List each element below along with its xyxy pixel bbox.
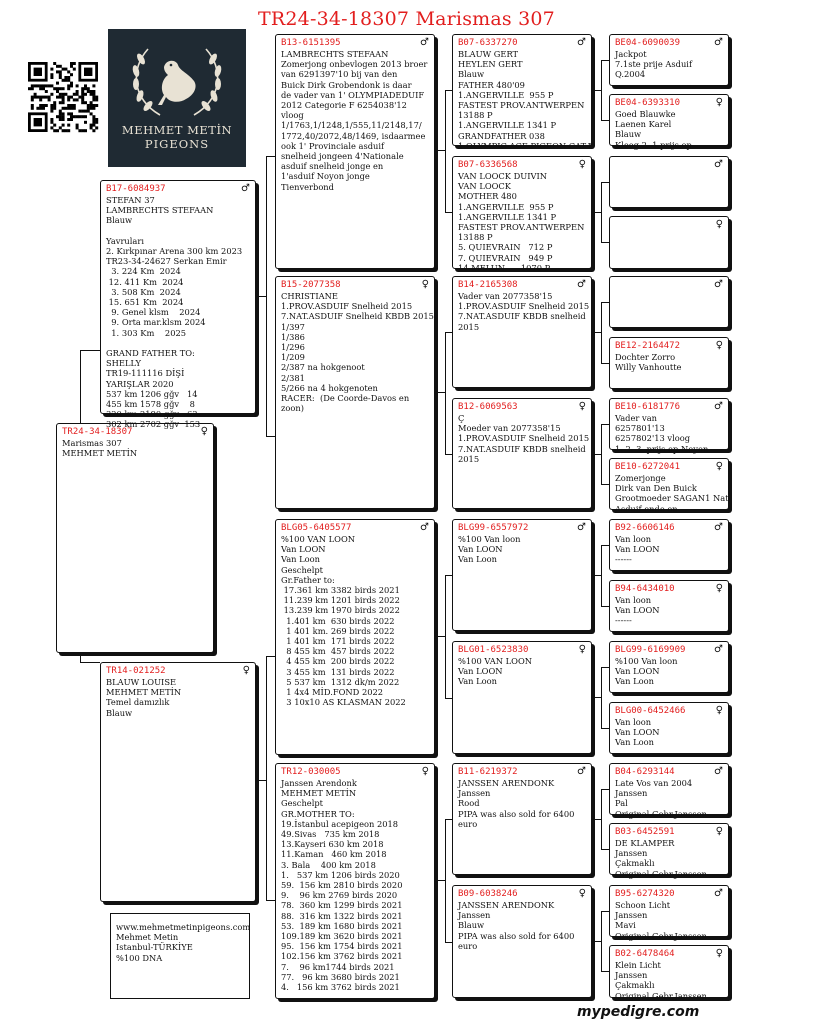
logo-name: MEHMET METİN (121, 123, 233, 137)
ring-number: BE10-6272041 (615, 462, 681, 472)
connector-line (256, 780, 266, 781)
great-grandparent-card[interactable] (452, 519, 592, 631)
male-sign-icon: ♂ (714, 159, 723, 170)
ancestor-card[interactable] (609, 337, 729, 389)
bird-details: JANSSEN ARENDONK Janssen Rood PIPA was also sold for 6400 euro (458, 778, 575, 829)
connector-line (435, 392, 445, 393)
connector-line (445, 212, 452, 213)
ring-number: B04-6293144 (615, 767, 675, 777)
bird-details: Dochter Zorro Willy Vanhoutte (615, 352, 682, 373)
male-sign-icon: ♂ (577, 522, 586, 533)
female-sign-icon: ♀ (421, 279, 429, 290)
ancestor-card[interactable] (609, 885, 729, 941)
connector-line (80, 350, 81, 424)
great-grandparent-card[interactable] (452, 641, 592, 754)
bird-details: Schoon Licht Janssen Mavi Original Gebr.Janssen (615, 900, 707, 941)
grandparent-card[interactable] (275, 763, 435, 999)
bird-details: Vader van 6257801'13 6257802'13 vloog 1. 2. 3. prijs op Noyon (615, 413, 709, 454)
connector-line (601, 424, 609, 425)
grandparent-card[interactable] (275, 34, 435, 269)
bird-details: Zomerjonge Dirk van Den Buick Grootmoeder SAGAN1 Nat Asduif ende en (615, 473, 729, 514)
subject-details: Marismas 307 MEHMET METİN (62, 438, 138, 459)
connector-line (601, 60, 602, 120)
great-grandparent-card[interactable] (452, 763, 592, 875)
ring-number: B12-6069563 (458, 402, 518, 412)
connector-line (592, 332, 601, 333)
male-sign-icon: ♂ (577, 279, 586, 290)
connector-line (601, 302, 609, 303)
ring-number: BLG05-6405577 (281, 523, 352, 533)
connector-line (592, 697, 601, 698)
great-grandparent-card[interactable] (452, 398, 592, 509)
connector-line (592, 819, 601, 820)
ring-number: B11-6219372 (458, 767, 518, 777)
ring-number: BE04-6393310 (615, 98, 681, 108)
connector-line (601, 728, 609, 729)
bird-details: Goed Blauwke Laenen Karel Blauw Kleeg 2. 1.prijs op (615, 109, 692, 150)
dam-card[interactable] (100, 662, 256, 902)
ring-number: BLG99-6169909 (615, 645, 686, 655)
dam-details: BLAUW LOUISE MEHMET METİN Temel damızlık Blauw (106, 677, 182, 718)
connector-line (601, 120, 609, 121)
connector-line (601, 545, 609, 546)
connector-line (601, 606, 609, 607)
connector-line (592, 941, 601, 942)
ancestor-card[interactable] (609, 94, 729, 150)
ancestor-card[interactable] (609, 276, 729, 328)
logo-subtitle: PIGEONS (144, 137, 210, 151)
connector-line (445, 332, 452, 333)
connector-line (601, 849, 609, 850)
ring-number: TR12-030005 (281, 767, 341, 777)
male-sign-icon: ♂ (420, 37, 429, 48)
female-sign-icon: ♀ (715, 826, 723, 837)
connector-line (601, 242, 609, 243)
male-sign-icon: ♂ (577, 37, 586, 48)
connector-line (256, 296, 266, 297)
ring-number: BE10-6181776 (615, 402, 681, 412)
bird-details: VAN LOOCK DUIVIN VAN LOOCK MOTHER 480 1.ANGERVILLE 955 P 1.ANGERVILLE 1341 P FASTEST PROV.ANTWERPEN 13188 P 5. QUIEVRAIN 712 P 7. QUIEVRAIN 949 P 14.MELUN 1070 P (458, 171, 585, 273)
female-sign-icon: ♀ (715, 340, 723, 351)
ring-number: BLG00-6452466 (615, 706, 686, 716)
subject-ring-number: TR24-34-18307 (62, 427, 133, 437)
bird-details: %100 Van loon Van LOON Van Loon (615, 656, 678, 687)
female-sign-icon: ♀ (578, 401, 586, 412)
ancestor-card[interactable] (609, 398, 729, 454)
ring-number: B03-6452591 (615, 827, 675, 837)
great-grandparent-card[interactable] (452, 885, 592, 998)
ancestor-card[interactable] (609, 580, 729, 632)
grandparent-card[interactable] (275, 519, 435, 755)
ancestor-card[interactable] (609, 945, 729, 1001)
ring-number: B09-6038246 (458, 889, 518, 899)
female-sign-icon: ♀ (578, 644, 586, 655)
sire-details: STEFAN 37 LAMBRECHTS STEFAAN Blauw Yavruları 2. Kırkpınar Arena 300 km 2023 TR23-34-24627 Serkan Emir 3. 224 Km 2024 12. 411 Km 2024 3. 508 Km 2024 15. 651 Km 2024 9. Genel klsm 2024 9. Orta mar.klsm 2024 1. 303 Km 2025 GRAND FATHER TO: SHELLY TR19-111116 DİŞİ YARIŞLAR 2020 537 km 1206 gğv 14 455 km 1578 gğv 8 320 km 2190 gğv 63 302 km 2702 gğv 153 (106, 195, 243, 430)
male-sign-icon: ♂ (241, 183, 250, 194)
ancestor-card[interactable] (609, 216, 729, 269)
female-sign-icon: ♀ (715, 219, 723, 230)
ring-number: B07-6337270 (458, 38, 518, 48)
ancestor-card[interactable] (609, 641, 729, 693)
bird-details: %100 Van loon Van LOON Van Loon (458, 534, 521, 565)
connector-line (80, 662, 100, 663)
female-sign-icon: ♀ (715, 948, 723, 959)
connector-line (435, 150, 445, 151)
subject-card[interactable] (56, 423, 214, 653)
great-grandparent-card[interactable] (452, 276, 592, 388)
bird-details: BLAUW GERT HEYLEN GERT Blauw FATHER 480'09 1.ANGERVILLE 955 P FASTEST PROV.ANTWERPEN 13188 P 1.ANGERVILLE 1341 P GRANDFATHER 038 1.OLYMPIC ACE PIGEON CAT.B (458, 49, 594, 151)
connector-line (592, 454, 601, 455)
ancestor-card[interactable] (609, 458, 729, 514)
connector-line (445, 332, 446, 454)
great-grandparent-card[interactable] (452, 34, 594, 151)
connector-line (435, 880, 445, 881)
connector-line (445, 90, 452, 91)
connector-line (80, 350, 100, 351)
bird-details: %100 VAN LOON Van LOON Van Loon (458, 656, 533, 687)
female-sign-icon: ♀ (242, 665, 250, 676)
connector-line (601, 667, 602, 728)
connector-line (601, 789, 609, 790)
bird-details: Janssen Arendonk MEHMET METİN Geschelpt GR.MOTHER TO: 19.İstanbul acepigeon 2018 49.Sivas 735 km 2018 13.Kayseri 630 km 2018 11.Kaman 460 km 2018 3. Bala 400 km 2018 1. 537 km 1206 birds 2020 59. 156 km 2810 birds 2020 9. 96 km 2769 birds 2020 78. 360 km 1299 birds 2021 88. 316 km 1322 birds 2021 53. 189 km 1680 birds 2021 109.189 km 3620 birds 2021 95. 156 km 1754 birds 2021 102.156 km 3762 birds 2021 7. 96 km1744 birds 2021 77. 96 km 3680 birds 2021 4. 156 km 3762 birds 2021 (281, 778, 403, 993)
male-sign-icon: ♂ (714, 644, 723, 655)
connector-line (445, 575, 452, 576)
bird-details: Klein Licht Janssen Çakmaklı Original Gebr.Janssen (615, 960, 707, 1001)
bird-details: Van loon Van LOON Van Loon (615, 717, 660, 748)
ring-number: B13-6151395 (281, 38, 341, 48)
grandparent-card[interactable] (275, 276, 435, 509)
ancestor-card[interactable] (609, 823, 729, 879)
male-sign-icon: ♂ (714, 766, 723, 777)
connector-line (266, 900, 275, 901)
male-sign-icon: ♂ (714, 522, 723, 533)
female-sign-icon: ♀ (715, 461, 723, 472)
ring-number: BLG01-6523830 (458, 645, 529, 655)
connector-line (601, 363, 609, 364)
ancestor-card[interactable] (609, 156, 729, 208)
ring-number: B95-6274320 (615, 889, 675, 899)
connector-line (601, 182, 609, 183)
connector-line (592, 575, 601, 576)
connector-line (601, 911, 602, 971)
ring-number: BE12-2164472 (615, 341, 681, 351)
ring-number: B92-6606146 (615, 523, 675, 533)
connector-line (601, 424, 602, 484)
bird-details: Van loon Van LOON ------ (615, 534, 660, 565)
sire-ring-number: B17-6084937 (106, 184, 166, 194)
connector-line (601, 182, 602, 242)
bird-details: Late Vos van 2004 Janssen Pal Original Gebr.Janssen (615, 778, 707, 819)
female-sign-icon: ♀ (200, 426, 208, 437)
connector-line (445, 575, 446, 698)
connector-line (601, 667, 609, 668)
connector-line (601, 302, 602, 363)
connector-line (445, 454, 452, 455)
female-sign-icon: ♀ (421, 766, 429, 777)
bird-details: Vader van 2077358'15 1.PROV.ASDUIF Snelheid 2015 7.NAT.ASDUIF KBDB snelheid 2015 (458, 291, 590, 332)
bird-details: LAMBRECHTS STEFAAN Zomerjong onbevlogen 2013 broer van 6291397'10 bij van den Buick Dirk Grobendonk is daar de vader van 1' OLYMPIADEDUIF 2012 Categorie F 6254038'12 vloog 1/1763,1/1248,1/555,11/2148,17/ 1772,40/2072,48/1469, isdaarmee ook 1' Provinciale asduif snelheid jongeen 4'Nationale asduif snelheid jonge en 1'asduif Noyon jonge Tienverbond (281, 49, 428, 192)
sire-card[interactable] (100, 180, 256, 430)
bird-details: CHRISTIANE 1.PROV.ASDUIF Snelheid 2015 7.NAT.ASDUIF Snelheid KBDB 2015 1/397 1/386 1/296 1/209 2/387 na hokgenoot 2/381 5/266 na 4 hokgenoten RACER: (De Coorde-Davos en zoon) (281, 291, 434, 414)
connector-line (266, 656, 267, 900)
connector-line (266, 156, 267, 436)
connector-line (435, 636, 445, 637)
pedigree-title: TR24-34-18307 Marismas 307 (258, 8, 555, 30)
connector-line (445, 819, 452, 820)
bird-details: Van loon Van LOON ------ (615, 595, 660, 626)
ring-number: B14-2165308 (458, 280, 518, 290)
pigeon-laurel-logo-icon (108, 29, 246, 167)
ring-number: B02-6478464 (615, 949, 675, 959)
male-sign-icon: ♂ (420, 522, 429, 533)
ancestor-card[interactable] (609, 763, 729, 819)
female-sign-icon: ♀ (715, 583, 723, 594)
connector-line (601, 545, 602, 606)
breeder-info-text: www.mehmetmetinpigeons.com Mehmet Metin Istanbul-TÜRKİYE %100 DNA (116, 922, 251, 963)
connector-line (266, 436, 275, 437)
connector-line (445, 942, 452, 943)
footer-brand[interactable]: mypedigre.com (577, 1004, 700, 1020)
connector-line (266, 156, 275, 157)
male-sign-icon: ♂ (714, 279, 723, 290)
connector-line (592, 90, 601, 91)
ring-number: B07-6336568 (458, 160, 518, 170)
ancestor-card[interactable] (609, 34, 729, 86)
bird-details: Jackpot 7.1ste prije Asduif Q.2004 (615, 49, 693, 80)
connector-line (445, 819, 446, 942)
connector-line (601, 789, 602, 849)
male-sign-icon: ♂ (577, 766, 586, 777)
connector-line (445, 90, 446, 212)
connector-line (445, 698, 452, 699)
dam-ring-number: TR14-021252 (106, 666, 166, 676)
female-sign-icon: ♀ (578, 159, 586, 170)
bird-details: %100 VAN LOON Van LOON Van Loon Geschelpt Gr.Father to: 17.361 km 3382 birds 2021 11.239 km 1201 birds 2022 13.239 km 1970 birds 2022 1.401 km 630 birds 2022 1 401 km. 269 birds 2022 1 401 km 171 birds 2022 8 455 km 457 birds 2022 4 455 km 200 birds 2022 3 455 km 131 birds 2022 5 537 km 1312 dk/m 2022 1 4x4 MİD.FOND 2022 3 10x10 AS KLASMAN 2022 (281, 534, 406, 708)
bird-details: JANSSEN ARENDONK Janssen Blauw PIPA was also sold for 6400 euro (458, 900, 575, 951)
breeder-info (110, 913, 250, 999)
connector-line (266, 656, 275, 657)
ring-number: B94-6434010 (615, 584, 675, 594)
bird-details: DE KLAMPER Janssen Çakmaklı Original Gebr.Janssen (615, 838, 707, 879)
connector-line (601, 971, 609, 972)
connector-line (601, 911, 609, 912)
bird-details: Ç Moeder van 2077358'15 1.PROV.ASDUIF Snelheid 2015 7.NAT.ASDUIF KBDB snelheid 2015 (458, 413, 590, 464)
ancestor-card[interactable] (609, 702, 729, 754)
female-sign-icon: ♀ (578, 888, 586, 899)
ring-number: BE04-6090039 (615, 38, 681, 48)
qr-code-icon (28, 62, 98, 132)
ring-number: BLG99-6557972 (458, 523, 529, 533)
great-grandparent-card[interactable] (452, 156, 592, 273)
female-sign-icon: ♀ (715, 97, 723, 108)
connector-line (592, 212, 601, 213)
male-sign-icon: ♂ (714, 888, 723, 899)
male-sign-icon: ♂ (714, 37, 723, 48)
ring-number: B15-2077358 (281, 280, 341, 290)
ancestor-card[interactable] (609, 519, 729, 571)
male-sign-icon: ♂ (714, 401, 723, 412)
female-sign-icon: ♀ (715, 705, 723, 716)
connector-line (601, 60, 609, 61)
connector-line (601, 484, 609, 485)
